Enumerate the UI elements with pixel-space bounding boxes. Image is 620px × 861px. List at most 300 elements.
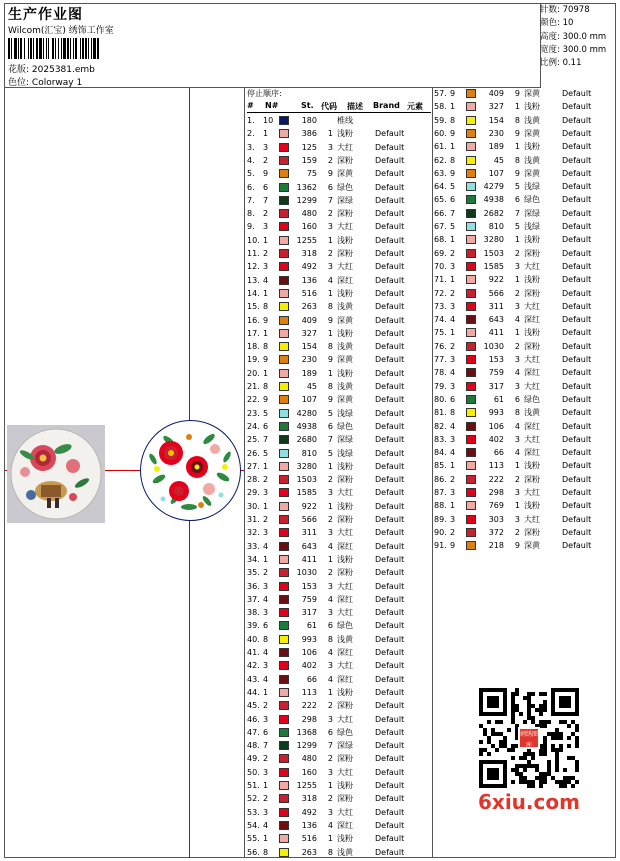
stop-row (247, 220, 431, 233)
stop-description: 浅粉 (524, 461, 540, 471)
color-swatch (279, 715, 289, 724)
stop-brand: Default (375, 515, 405, 524)
stop-index: 42. (247, 661, 260, 671)
stop-row (247, 181, 431, 194)
stop-index: 35. (247, 568, 260, 578)
stop-index: 18. (247, 342, 260, 352)
qr-module (527, 696, 531, 700)
stop-description: 大红 (337, 528, 353, 538)
stop-code: 3 (327, 608, 333, 618)
color-swatch (466, 515, 476, 524)
stop-code: 1 (327, 129, 333, 139)
stop-needle: 7 (263, 435, 269, 445)
stop-code: 2 (514, 288, 520, 298)
stop-needle: 3 (263, 488, 269, 498)
qr-module (543, 752, 547, 756)
qr-module (531, 716, 535, 720)
stop-needle: 1 (263, 501, 269, 511)
stop-brand: Default (375, 382, 405, 391)
stop-description: 深粉 (337, 754, 353, 764)
stop-index: 11. (247, 249, 260, 258)
stop-row (247, 500, 431, 513)
stop-brand: Default (375, 501, 405, 511)
stop-row (434, 127, 618, 140)
qr-module (563, 780, 567, 784)
qr-module (575, 728, 579, 732)
stop-row (247, 766, 431, 779)
color-swatch (279, 648, 289, 657)
stop-needle: 3 (263, 528, 269, 538)
qr-module (515, 772, 519, 776)
stop-description: 大红 (337, 222, 353, 232)
stop-code: 2 (327, 568, 333, 578)
stop-code: 1 (327, 781, 333, 790)
embroidery-preview-graphic (139, 419, 242, 522)
color-swatch (466, 302, 476, 311)
color-swatch (279, 409, 289, 418)
stop-code: 3 (514, 261, 520, 271)
qr-finder-core (487, 768, 499, 780)
stop-index: 63. (434, 168, 447, 178)
stop-brand: Default (375, 169, 405, 179)
stop-stitches: 154 (488, 115, 504, 125)
design-label: 花版: (8, 65, 30, 75)
stop-needle: 1 (450, 461, 456, 471)
stop-brand: Default (375, 235, 405, 245)
qr-module (567, 744, 571, 748)
stop-list-column-1 (247, 114, 431, 858)
stop-brand: Default (375, 714, 405, 724)
stop-row (434, 233, 618, 246)
stop-needle: 1 (450, 235, 456, 245)
stop-stitches: 160 (301, 767, 317, 777)
stop-row (434, 393, 618, 406)
stop-index: 79. (434, 381, 447, 391)
stop-stitches: 153 (488, 355, 504, 364)
color-swatch (279, 488, 289, 497)
color-swatch (279, 435, 289, 444)
stop-description: 深粉 (524, 527, 540, 537)
stop-stitches: 298 (301, 714, 317, 724)
stop-needle: 4 (263, 275, 269, 285)
stop-description: 深黄 (337, 169, 353, 179)
stop-index: 59. (434, 115, 447, 125)
qr-module (507, 728, 511, 732)
stop-needle: 6 (263, 621, 269, 631)
stop-index: 23. (247, 408, 260, 418)
stop-description: 浅绿 (524, 222, 540, 231)
stop-index: 4. (247, 155, 255, 165)
stop-needle: 3 (450, 488, 456, 497)
stop-description: 大红 (337, 714, 353, 724)
colorway-value: Colorway 1 (31, 78, 83, 88)
color-swatch (279, 608, 289, 617)
stop-code: 1 (514, 142, 520, 152)
stop-needle: 1 (263, 235, 269, 245)
qr-module (539, 784, 543, 788)
stop-brand: Default (375, 142, 405, 152)
stop-stitches: 113 (301, 687, 317, 697)
stop-row (247, 114, 431, 127)
stop-code: 9 (514, 128, 520, 138)
stop-row (247, 513, 431, 526)
colorway (8, 75, 82, 88)
qr-module (547, 720, 551, 724)
stop-brand: Default (375, 222, 405, 232)
color-swatch (279, 502, 289, 511)
stop-brand: Default (375, 741, 405, 751)
stop-needle: 3 (263, 581, 269, 591)
stop-needle: 3 (263, 807, 269, 817)
stop-index: 34. (247, 554, 260, 564)
stop-needle: 3 (450, 434, 456, 444)
color-swatch (466, 408, 476, 417)
stop-brand: Default (562, 434, 592, 444)
stop-description: 深粉 (524, 288, 540, 298)
stop-row (434, 459, 618, 472)
color-swatch (466, 116, 476, 125)
stop-index: 52. (247, 794, 260, 804)
stop-stitches: 810 (301, 448, 317, 458)
stop-needle: 1 (450, 501, 456, 511)
qr-module (531, 756, 535, 760)
qr-module (547, 764, 551, 768)
stop-description: 大红 (524, 301, 540, 311)
stop-brand: Default (375, 155, 405, 165)
stop-code: 1 (514, 275, 520, 285)
stop-brand: Default (562, 89, 592, 98)
stop-index: 75. (434, 328, 447, 338)
stop-row (247, 141, 431, 154)
stop-description: 浅粉 (524, 142, 540, 152)
stop-needle: 4 (263, 594, 269, 604)
stop-code: 1 (327, 554, 333, 564)
stop-row (434, 273, 618, 286)
stop-stitches: 566 (301, 515, 317, 524)
stop-index: 76. (434, 341, 447, 351)
stop-needle: 2 (263, 209, 269, 219)
qr-module (527, 752, 531, 756)
stop-needle: 2 (263, 249, 269, 258)
color-swatch (466, 195, 476, 204)
stop-code: 8 (327, 847, 333, 857)
stop-brand: Default (375, 435, 405, 445)
stop-stitches: 61 (493, 394, 504, 404)
stop-code: 3 (514, 381, 520, 391)
stop-description: 浅粉 (337, 235, 353, 245)
stop-code: 7 (327, 435, 333, 445)
qr-module (551, 748, 555, 752)
qr-module (567, 736, 571, 740)
stop-brand: Default (375, 342, 405, 352)
stop-needle: 1 (263, 781, 269, 790)
stop-stitches: 372 (488, 527, 504, 537)
stop-description: 深粉 (337, 209, 353, 219)
qr-module (575, 760, 579, 764)
color-swatch (279, 675, 289, 684)
qr-module (523, 764, 527, 768)
stop-needle: 4 (263, 674, 269, 684)
stop-description: 椎线 (337, 116, 353, 125)
stop-row (247, 566, 431, 579)
stop-brand: Default (562, 195, 592, 205)
stop-needle: 6 (263, 727, 269, 737)
qr-module (539, 712, 543, 716)
stop-brand: Default (562, 368, 592, 378)
stop-description: 大红 (337, 142, 353, 152)
stop-brand: Default (375, 475, 405, 485)
stop-needle: 9 (450, 541, 456, 551)
stop-needle: 1 (263, 288, 269, 298)
stop-brand: Default (375, 195, 405, 205)
stop-code: 3 (514, 355, 520, 364)
stop-description: 浅绿 (337, 408, 353, 418)
stop-row (247, 832, 431, 845)
stop-index: 89. (434, 514, 447, 524)
stop-index: 70. (434, 261, 447, 271)
stop-stitches: 402 (488, 434, 504, 444)
qr-module (575, 768, 579, 772)
color-count: 颜色: 10 (540, 18, 574, 29)
stop-brand: Default (562, 501, 592, 511)
stop-code: 8 (514, 155, 520, 165)
qr-module (515, 692, 519, 696)
stop-description: 深红 (337, 820, 353, 830)
stop-description: 深粉 (337, 701, 353, 711)
stop-row (247, 673, 431, 686)
stop-needle: 8 (263, 847, 269, 857)
stop-index: 36. (247, 581, 260, 591)
stop-description: 浅粉 (337, 288, 353, 298)
color-swatch (466, 368, 476, 377)
color-swatch (279, 834, 289, 843)
qr-module (535, 708, 539, 712)
stop-index: 80. (434, 394, 447, 404)
stop-stitches: 107 (488, 168, 504, 178)
stop-index: 68. (434, 235, 447, 245)
color-swatch (279, 528, 289, 537)
stop-code: 1 (327, 461, 333, 471)
qr-module (515, 688, 519, 692)
stop-brand: Default (562, 328, 592, 338)
stop-brand: Default (375, 807, 405, 817)
qr-module (511, 692, 515, 696)
color-swatch (279, 143, 289, 152)
qr-module (527, 780, 531, 784)
stop-index: 67. (434, 222, 447, 231)
stop-row (247, 300, 431, 313)
qr-module (555, 756, 559, 760)
qr-module (555, 752, 559, 756)
qr-module (543, 740, 547, 744)
stop-brand: Default (375, 368, 405, 378)
design-width: 宽度: 300.0 mm (540, 44, 607, 55)
stop-needle: 3 (450, 514, 456, 524)
qr-module (491, 744, 495, 748)
stop-needle: 7 (450, 208, 456, 218)
qr-module (511, 756, 515, 760)
qr-module (479, 752, 483, 756)
qr-module (571, 784, 575, 788)
stop-index: 6. (247, 182, 255, 192)
qr-module (539, 752, 543, 756)
qr-module (543, 744, 547, 748)
stop-needle: 6 (263, 182, 269, 192)
stop-stitches: 643 (301, 541, 317, 551)
stop-needle: 8 (263, 634, 269, 644)
stop-code: 3 (327, 528, 333, 538)
stop-brand: Default (375, 727, 405, 737)
stop-row (247, 580, 431, 593)
stop-index: 12. (247, 262, 260, 272)
qr-module (571, 776, 575, 780)
stop-brand: Default (375, 674, 405, 684)
stop-row (247, 473, 431, 486)
color-swatch (279, 595, 289, 604)
color-swatch (279, 449, 289, 458)
stop-index: 51. (247, 781, 260, 790)
stop-index: 30. (247, 501, 260, 511)
stop-index: 83. (434, 434, 447, 444)
stop-description: 深黄 (337, 355, 353, 365)
qr-module (543, 724, 547, 728)
stop-row (247, 327, 431, 340)
stop-stitches: 222 (488, 474, 504, 484)
stop-brand: Default (375, 408, 405, 418)
stop-stitches: 45 (493, 155, 504, 165)
stop-row (434, 486, 618, 499)
stop-description: 浅粉 (337, 368, 353, 378)
stop-stitches: 1585 (296, 488, 317, 498)
stop-brand: Default (562, 275, 592, 285)
stop-code: 1 (514, 235, 520, 245)
stop-row (247, 659, 431, 672)
stop-description: 深红 (524, 315, 540, 325)
color-swatch (466, 528, 476, 537)
stop-description: 深黄 (524, 89, 540, 98)
stop-stitches: 113 (488, 461, 504, 471)
qr-module (547, 732, 551, 736)
stop-description: 浅黄 (337, 382, 353, 391)
qr-module (567, 776, 571, 780)
stop-needle: 9 (263, 315, 269, 325)
stop-row (247, 367, 431, 380)
qr-module (511, 748, 515, 752)
watermark-logo: 6xiu.com (478, 790, 580, 814)
stop-row (247, 846, 431, 859)
color-swatch (279, 316, 289, 325)
qr-module (563, 768, 567, 772)
color-swatch (279, 116, 289, 125)
stop-code: 1 (327, 328, 333, 338)
stop-code: 4 (327, 275, 333, 285)
stop-row (434, 433, 618, 446)
color-swatch (279, 621, 289, 630)
stop-description: 浅粉 (337, 834, 353, 844)
stop-needle: 10 (263, 116, 274, 125)
stop-index: 84. (434, 448, 447, 458)
stop-needle: 8 (263, 342, 269, 352)
stop-row (434, 87, 618, 100)
stop-code: 3 (514, 514, 520, 524)
stop-description: 大红 (524, 261, 540, 271)
stop-code: 3 (327, 488, 333, 498)
stop-brand: Default (562, 355, 592, 364)
stop-description: 深粉 (337, 475, 353, 485)
stop-code: 1 (514, 501, 520, 511)
stop-brand: Default (375, 355, 405, 365)
color-swatch (279, 355, 289, 364)
stop-row (434, 499, 618, 512)
stop-code: 4 (327, 541, 333, 551)
color-swatch (279, 688, 289, 697)
stop-sequence-title: 停止顺序: (247, 89, 282, 98)
qr-module (571, 756, 575, 760)
stop-row (247, 699, 431, 712)
stop-index: 1. (247, 116, 255, 125)
stop-description: 深黄 (524, 541, 540, 551)
qr-module (511, 780, 515, 784)
stop-brand: Default (375, 448, 405, 458)
qr-module (523, 756, 527, 760)
qr-module (543, 700, 547, 704)
stop-brand: Default (375, 288, 405, 298)
stop-code: 3 (327, 767, 333, 777)
stop-row (247, 486, 431, 499)
stop-description: 大红 (524, 381, 540, 391)
color-swatch (279, 515, 289, 524)
header-needle: N# (265, 101, 279, 110)
stop-stitches: 125 (301, 142, 317, 152)
qr-module (575, 724, 579, 728)
stop-needle: 6 (450, 394, 456, 404)
stop-row (247, 553, 431, 566)
qr-module (491, 728, 495, 732)
stop-needle: 1 (263, 368, 269, 378)
color-swatch (279, 568, 289, 577)
stop-row (247, 619, 431, 632)
stop-row (434, 380, 618, 393)
stop-needle: 8 (450, 408, 456, 418)
stop-index: 49. (247, 754, 260, 764)
stop-code: 3 (327, 222, 333, 232)
stop-code: 8 (327, 634, 333, 644)
stop-code: 2 (514, 341, 520, 351)
stop-code: 2 (327, 701, 333, 711)
stop-index: 20. (247, 368, 260, 378)
stop-needle: 1 (263, 129, 269, 139)
stop-brand: Default (375, 621, 405, 631)
stop-description: 浅粉 (337, 129, 353, 139)
stop-row (434, 154, 618, 167)
stop-row (247, 447, 431, 460)
stop-code: 1 (327, 368, 333, 378)
stop-index: 14. (247, 288, 260, 298)
qr-module (535, 776, 539, 780)
stop-brand: Default (562, 168, 592, 178)
qr-module (531, 704, 535, 708)
color-swatch (466, 222, 476, 231)
stop-brand: Default (562, 182, 592, 192)
stop-index: 25. (247, 435, 260, 445)
stop-row (434, 207, 618, 220)
stop-row (247, 247, 431, 260)
color-swatch (279, 701, 289, 710)
stop-description: 浅粉 (337, 501, 353, 511)
stop-index: 44. (247, 687, 260, 697)
stop-needle: 1 (450, 102, 456, 112)
stop-brand: Default (375, 554, 405, 564)
